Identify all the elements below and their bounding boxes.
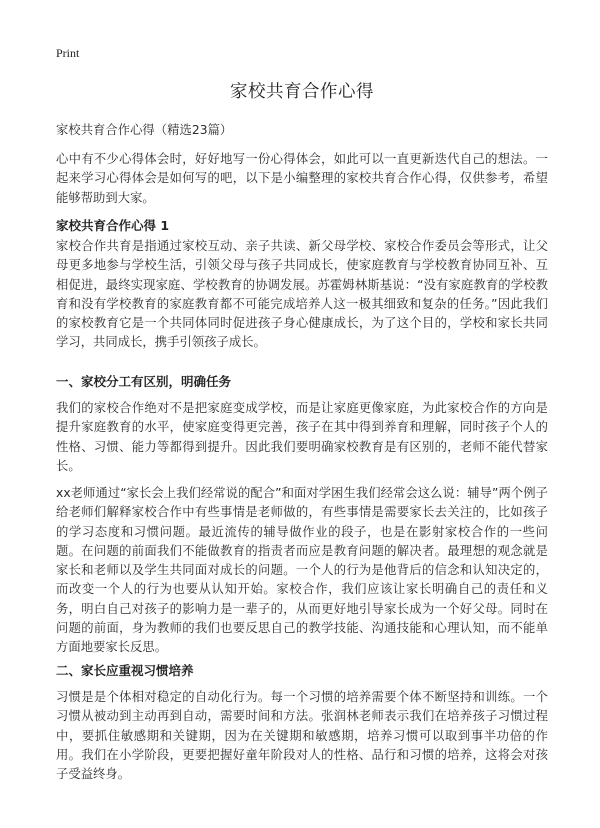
section-1-paragraph: 家校合作共育是指通过家校互动、亲子共读、新父母学校、家校合作委员会等形式，让父母更多地参与学校生活，引领父母与孩子共同成长，使家庭教育与学校教育协同互补、互相促进，最终实现家庭、学校教育的协调发展。苏霍姆林斯基说：“没有家庭教育的学校教育和没有学校教育的家庭教育都不可能完成培养人这一极其细致和复杂的任务。”因此我们的家校教育它是一个共同体同时促进孩子身心健康成长，为了这个目的，学校和家长共同学习，共同成长，携手引领孩子成长。 <box>56 239 548 350</box>
page-title: 家校共育合作心得 <box>230 82 374 102</box>
subheading-habit-training: 二、家长应重视习惯培养 <box>56 663 194 678</box>
intro-paragraph: 心中有不少心得体会时，好好地写一份心得体会，如此可以一直更新迭代自己的想法。一起来学习心得体会是如何写的吧，以下是小编整理的家校共育合作心得，仅供参考，希望能够帮助到大家。 <box>56 152 548 205</box>
print-link[interactable]: Print <box>56 46 80 60</box>
paragraph-teacher-examples: xx老师通过“家长会上我们经常说的配合”和面对学困生我们经常会这么说：辅导”两个例子给老师们解释家校合作中有些事情是老师做的，有些事情是需要家长去关注的，比如孩子的学习态度和习惯问题。最近流传的辅导做作业的段子，也是在影射家校合作的一些问题。在问题的前面我们不能做教育的指责者而应是教育问题的解决者。最理想的观念就是家长和老师以及学生共同面对成长的问题。一个人的行为是他背后的信念和认知决定的，而改变一个人的行为也要从认知开始。家校合作，我们应该让家长明确自己的责任和义务，明白自己对孩子的影响力是一辈子的，从而更好地引导家长成为一个好父母。同时在问题的前面，身为教师的我们也要反思自己的教学技能、沟通技能和心理认知，而不能单方面地要家长反思。 <box>56 486 548 655</box>
paragraph-habit-training: 习惯是是个体相对稳定的自动化行为。每一个习惯的培养需要个体不断坚持和训练。一个习惯从被动到主动再到自动，需要时间和方法。张润林老师表示我们在培养孩子习惯过程中，要抓住敏感期和关键期，因为在关键期和敏感期，培养习惯可以取到事半功倍的作用。我们在小学阶段，更要把握好童年阶段对人的性格、品行和习惯的培养，这将会对孩子受益终身。 <box>56 690 548 782</box>
document-subtitle: 家校共育合作心得（精选23篇） <box>56 123 233 137</box>
subheading-division-of-tasks: 一、家校分工有区别，明确任务 <box>56 374 232 389</box>
section-heading-1: 家校共育合作心得 1 <box>56 218 170 233</box>
paragraph-division-of-tasks: 我们的家校合作绝对不是把家庭变成学校，而是让家庭更像家庭，为此家校合作的方向是提升家庭教育的水平，使家庭变得更完善，孩子在其中得到养育和理解，同时孩子个人的性格、习惯、能力等都得到提升。因此我们要明确家校教育是有区别的，老师不能代替家长。 <box>56 401 548 473</box>
